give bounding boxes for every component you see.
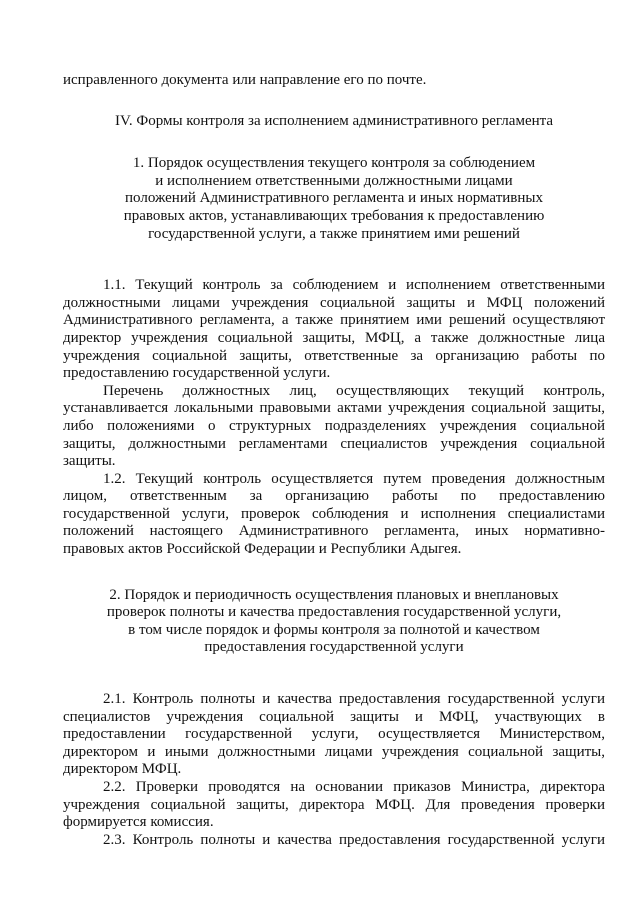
text-line: Административного регламента, а также принятием ими решений осуществляют [63,312,605,329]
text-line: защиты. [63,453,116,470]
paragraph-1-1 [63,277,605,383]
section-title-line: правовых актов, устанавливающих требования к предоставлению [123,207,545,224]
section-1-title [63,155,605,243]
section-title-line: 2. Порядок и периодичность осуществления плановых и внеплановых [109,586,559,603]
section-title-line: положений Административного регламента и иных нормативных [125,190,543,207]
text-line: положений настоящего Административного регламента, иных нормативно- [63,523,605,540]
section-title-line: 1. Порядок осуществления текущего контроля за соблюдением [132,155,536,172]
text-line: учреждения социальной защиты, директора МФЦ. Для проведения проверки [63,796,605,813]
text-line: лицом, ответственным за организацию работы по предоставлению [63,488,605,505]
text-line: 2.3. Контроль полноты и качества предоставления государственной услуги [103,831,605,848]
text-line: Перечень должностных лиц, осуществляющих текущий контроль, [103,382,605,399]
paragraph-perechen [63,383,605,471]
document-body [63,72,605,849]
text-line: устанавливается локальными правовыми актами учреждения социальной защиты, [63,400,605,417]
text-line: 1.1. Текущий контроль за соблюдением и исполнением ответственными [103,277,605,294]
text-line: директор учреждения социальной защиты, МФЦ, а также должностные лица [63,329,605,346]
text-line: исправленного документа или направление его по почте. [63,72,427,88]
section-title-line: в том числе порядок и формы контроля за полнотой и качеством [128,621,540,638]
text-line: формируется комиссия. [63,814,214,831]
continuation-text [63,72,605,90]
section-title-line: предоставления государственной услуги [204,639,464,656]
text-line: предоставлению государственной услуги. [63,365,331,382]
text-line: учреждения социальной защиты, ответственные за организацию работы по [63,347,605,364]
chapter-title-text: IV. Формы контроля за исполнением административного регламента [114,112,554,129]
section-2-title [63,587,605,657]
text-line: защиты, должностными регламентами специалистов учреждения социальной [63,435,605,452]
text-line: либо положениями о структурных подразделениях учреждения социальной [63,417,605,434]
section-title-line: проверок полноты и качества предоставления государственной услуги, [106,604,562,621]
text-line: директором МФЦ. [63,761,182,778]
section-title-line: государственной услуги, а также принятием ими решений [148,225,520,242]
text-line: 1.2. Текущий контроль осуществляется путем проведения должностным [103,470,605,487]
text-line: 2.1. Контроль полноты и качества предоставления государственной услуги [103,691,605,708]
text-line: предоставлении государственной услуги, осуществляется Министерством, [63,726,605,743]
paragraph-2-1 [63,691,605,779]
text-line: правовых актов Российской Федерации и Республики Адыгея. [63,541,462,558]
text-line: 2.2. Проверки проводятся на основании приказов Министра, директора [103,779,605,795]
paragraph-1-2 [63,471,605,559]
text-line: специалистов учреждения социальной защиты и МФЦ, участвующих в [63,708,605,725]
chapter-title [63,113,605,131]
paragraph-2-2 [63,779,605,832]
text-line: директором и иными должностными лицами учреждения социальной защиты, [63,743,605,760]
section-title-line: и исполнением ответственными должностными лицами [155,172,513,189]
paragraph-2-3 [63,832,605,850]
text-line: государственной услуги, проверок соблюдения и исполнения специалистами [63,505,605,522]
text-line: должностными лицами учреждения социальной защиты и МФЦ положений [63,294,605,311]
